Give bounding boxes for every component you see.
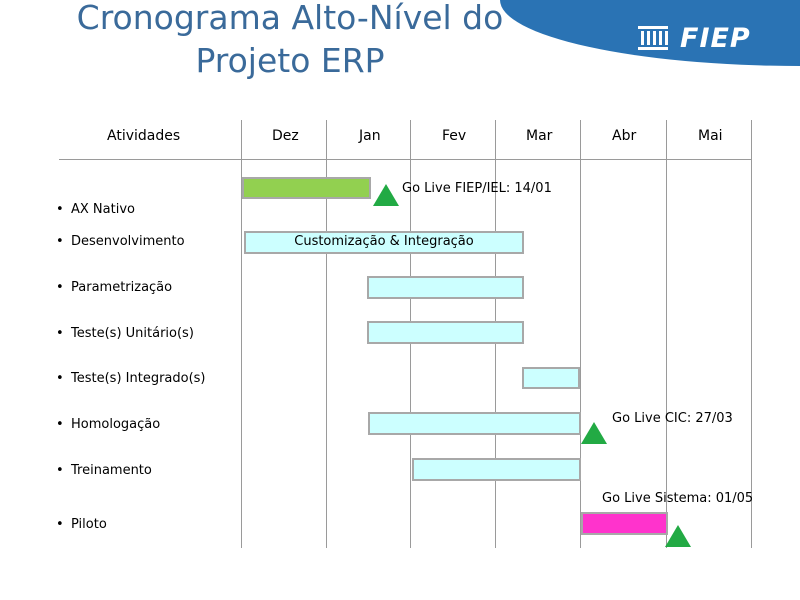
- month-header-dez: Dez: [272, 128, 299, 144]
- page-title-line1: Cronograma Alto-Nível do: [76, 0, 504, 37]
- gantt-bar-homologacao: [368, 412, 581, 435]
- green-triangle-icon: [664, 524, 692, 548]
- green-triangle-icon: [372, 183, 400, 207]
- gantt-bar-desenvolvimento: [244, 231, 524, 254]
- activity-label-piloto: • Piloto: [56, 517, 107, 532]
- activity-label-teste-unitario: • Teste(s) Unitário(s): [56, 326, 194, 341]
- activity-label-desenvolvimento: • Desenvolvimento: [56, 234, 185, 249]
- activity-label-ax-nativo: • AX Nativo: [56, 202, 135, 217]
- month-grid-line: [666, 120, 667, 548]
- month-header-fev: Fev: [442, 128, 467, 144]
- activity-label-parametrizacao: • Parametrização: [56, 280, 173, 295]
- milestone-label-sistema: Go Live Sistema: 01/05: [602, 491, 754, 506]
- activities-header: Atividades: [107, 128, 181, 144]
- gantt-bar-treinamento: [412, 458, 581, 481]
- milestone-label-fiep-iel: Go Live FIEP/IEL: 14/01: [402, 181, 552, 196]
- month-header-abr: Abr: [612, 128, 637, 144]
- fiep-building-icon: [636, 22, 670, 56]
- month-header-mar: Mar: [526, 128, 553, 144]
- gantt-bar-teste-integrado: [522, 367, 580, 389]
- gantt-bar-teste-unitario: [367, 321, 524, 344]
- gantt-bar-ax-nativo: [242, 177, 371, 199]
- activity-label-homologacao: • Homologação: [56, 417, 161, 432]
- green-triangle-icon: [580, 421, 608, 445]
- page-title: [40, 0, 540, 82]
- page-title-line2: Projeto ERP: [195, 41, 385, 80]
- header-divider: [59, 159, 751, 160]
- logo-text: FIEP: [680, 23, 751, 54]
- gantt-bar-label: Customização & Integração: [294, 234, 474, 249]
- month-header-mai: Mai: [698, 128, 723, 144]
- activity-label-treinamento: • Treinamento: [56, 463, 152, 478]
- activity-label-teste-integrado: • Teste(s) Integrado(s): [56, 371, 206, 386]
- month-header-jan: Jan: [359, 128, 381, 144]
- gantt-bar-parametrizacao: [367, 276, 524, 299]
- milestone-label-cic: Go Live CIC: 27/03: [612, 411, 733, 426]
- month-grid-line: [580, 120, 581, 548]
- month-grid-line: [751, 120, 752, 548]
- gantt-bar-piloto: [581, 512, 668, 535]
